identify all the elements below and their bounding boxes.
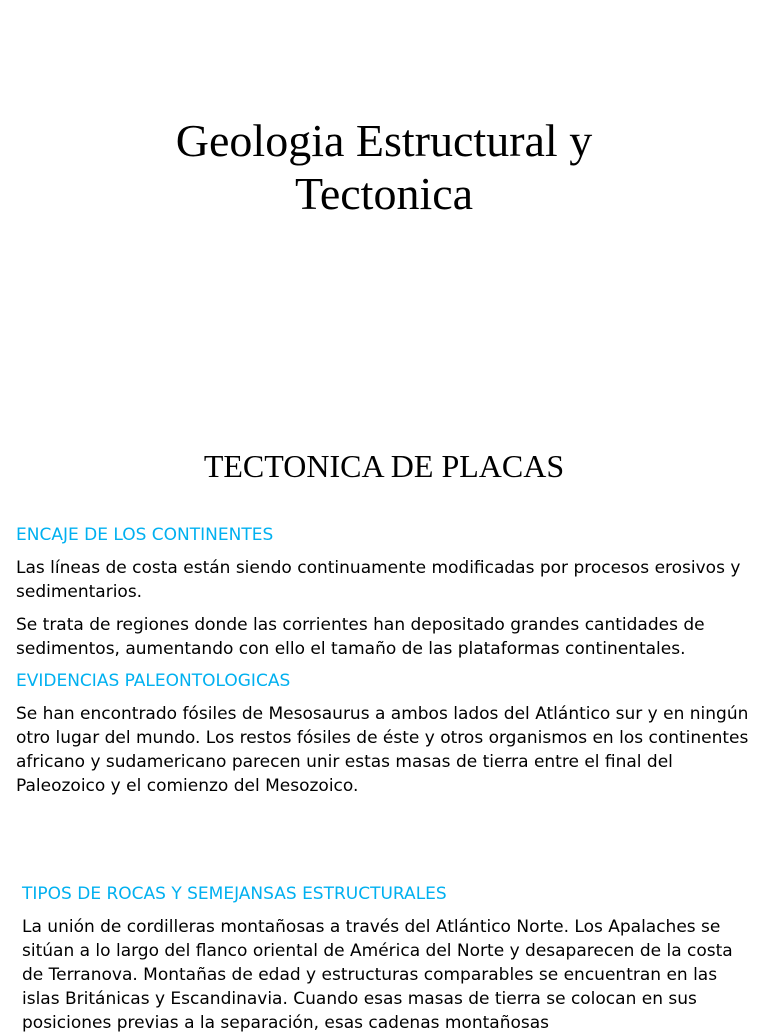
heading-evidencias-paleontologicas: EVIDENCIAS PALEONTOLOGICAS xyxy=(16,671,291,691)
paragraph-encaje-1: Las líneas de costa están siendo continuamente modificadas por procesos erosivos y sedimentarios. xyxy=(16,558,741,602)
section-title: TECTONICA DE PLACAS xyxy=(203,448,565,484)
document-title-line-2: Tectonica xyxy=(294,168,474,219)
document-title xyxy=(0,114,768,220)
document-title-line-1: Geologia Estructural y xyxy=(175,115,593,166)
paragraph-tipos-de-rocas: La unión de cordilleras montañosas a través del Atlántico Norte. Los Apalaches se sitúan a lo largo del flanco oriental de América del Norte y desaparecen de la costa de Terranova. Montañas de edad y estructuras comparables se encuentran en las islas Británicas y Escandinavia. Cuando esas masas de tierra se colocan en sus posiciones previas a la separación, esas cadenas montañosas xyxy=(22,917,733,1033)
heading-encaje-continentes: ENCAJE DE LOS CONTINENTES xyxy=(16,525,274,545)
heading-tipos-de-rocas: TIPOS DE ROCAS Y SEMEJANSAS ESTRUCTURALES xyxy=(22,884,447,904)
paragraph-evidencias: Se han encontrado fósiles de Mesosaurus a ambos lados del Atlántico sur y en ningún otro lugar del mundo. Los restos fósiles de éste y otros organismos en los continentes africano y sudamericano parecen unir estas masas de tierra entre el final del Paleozoico y el comienzo del Mesozoico. xyxy=(16,704,749,796)
paragraph-encaje-2: Se trata de regiones donde las corrientes han depositado grandes cantidades de sedimentos, aumentando con ello el tamaño de las plataformas continentales. xyxy=(16,615,705,659)
